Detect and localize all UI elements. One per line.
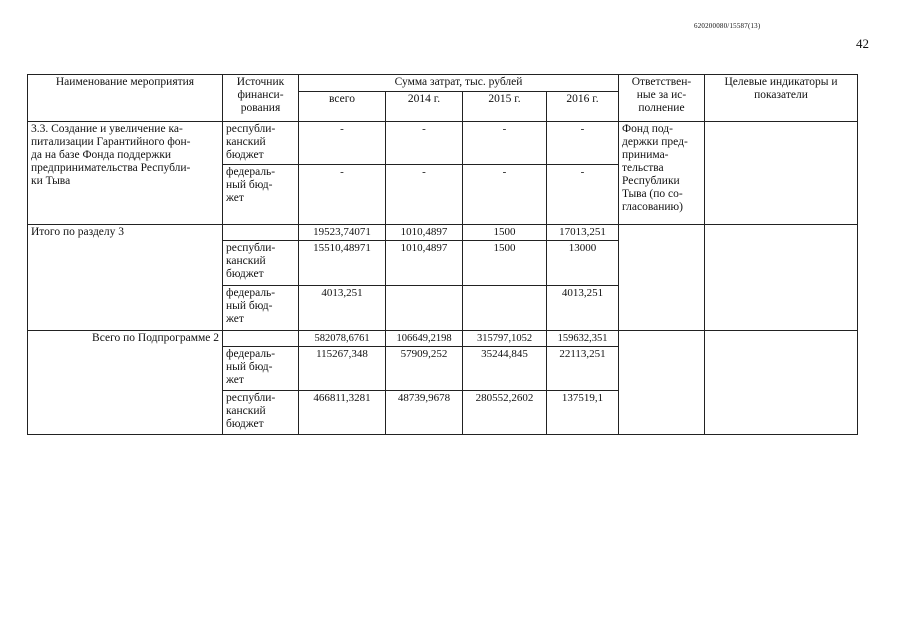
funding-source: республи- канский бюджет	[223, 241, 299, 286]
funding-source: федераль- ный бюд- жет	[223, 286, 299, 331]
page-number: 42	[856, 36, 869, 51]
subprogram-total-name: Всего по Подпрограмме 2	[28, 331, 223, 435]
value-total: 19523,74071	[299, 225, 386, 241]
col-header-total: всего	[299, 92, 386, 122]
col-header-source: Источник финанси- рования	[223, 75, 299, 122]
value-2014: -	[386, 122, 463, 165]
value-2014: 57909,252	[386, 347, 463, 391]
activity-name: 3.3. Создание и увеличение ка- питализации Гарантийного фон- да на базе Фонда поддержки предпринимательства Республи- ки Тыва	[28, 122, 223, 225]
value-2016: 159632,351	[547, 331, 619, 347]
value-total: 15510,48971	[299, 241, 386, 286]
funding-source: республи- канский бюджет	[223, 122, 299, 165]
value-2016: 13000	[547, 241, 619, 286]
funding-source	[223, 225, 299, 241]
funding-source: федераль- ный бюд- жет	[223, 347, 299, 391]
col-header-responsible: Ответствен- ные за ис- полнение	[619, 75, 705, 122]
value-total: 582078,6761	[299, 331, 386, 347]
responsible-party	[619, 225, 705, 331]
value-2016: -	[547, 165, 619, 225]
value-total: -	[299, 122, 386, 165]
document-code: 620200080/15587(13)	[694, 22, 761, 30]
value-2014: -	[386, 165, 463, 225]
col-header-name: Наименование мероприятия	[28, 75, 223, 122]
col-header-2015: 2015 г.	[463, 92, 547, 122]
value-2016: 17013,251	[547, 225, 619, 241]
value-total: 115267,348	[299, 347, 386, 391]
value-2016: 137519,1	[547, 391, 619, 435]
value-2015: 315797,1052	[463, 331, 547, 347]
value-total: -	[299, 165, 386, 225]
value-2015	[463, 286, 547, 331]
indicators-cell	[705, 331, 858, 435]
value-2014: 1010,4897	[386, 225, 463, 241]
indicators-cell	[705, 225, 858, 331]
value-2015: 1500	[463, 241, 547, 286]
table-row	[28, 122, 858, 165]
value-2016: 22113,251	[547, 347, 619, 391]
col-header-sum-group: Сумма затрат, тыс. рублей	[299, 75, 619, 92]
responsible-party: Фонд под- держки пред- принима- тельства Республики Тыва (по со- гласованию)	[619, 122, 705, 225]
value-2015: 280552,2602	[463, 391, 547, 435]
value-2015: 1500	[463, 225, 547, 241]
value-2014	[386, 286, 463, 331]
col-header-2016: 2016 г.	[547, 92, 619, 122]
table-row-total	[28, 331, 858, 347]
expenditure-table	[27, 74, 858, 435]
funding-source	[223, 331, 299, 347]
indicators-cell	[705, 122, 858, 225]
value-2014: 106649,2198	[386, 331, 463, 347]
value-2016: 4013,251	[547, 286, 619, 331]
section-total-name: Итого по разделу 3	[28, 225, 223, 331]
value-total: 4013,251	[299, 286, 386, 331]
table-row-total	[28, 225, 858, 241]
col-header-indicators: Целевые индикаторы и показатели	[705, 75, 858, 122]
value-2015: -	[463, 122, 547, 165]
value-total: 466811,3281	[299, 391, 386, 435]
value-2014: 48739,9678	[386, 391, 463, 435]
funding-source: республи- канский бюджет	[223, 391, 299, 435]
responsible-party	[619, 331, 705, 435]
value-2015: -	[463, 165, 547, 225]
value-2014: 1010,4897	[386, 241, 463, 286]
funding-source: федераль- ный бюд- жет	[223, 165, 299, 225]
col-header-2014: 2014 г.	[386, 92, 463, 122]
value-2015: 35244,845	[463, 347, 547, 391]
value-2016: -	[547, 122, 619, 165]
header-row	[28, 75, 858, 92]
